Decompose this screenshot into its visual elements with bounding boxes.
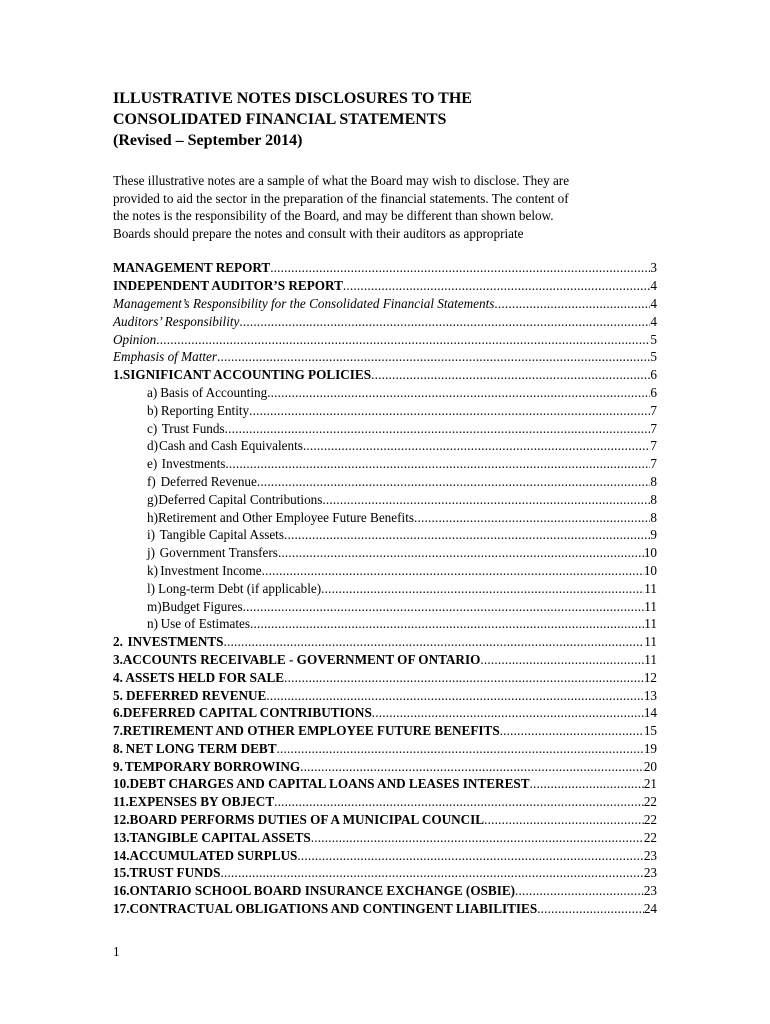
toc-entry-number: m)	[147, 598, 162, 614]
toc-entry-label: RETIREMENT AND OTHER EMPLOYEE FUTURE BENEFITS	[122, 723, 500, 739]
intro-line: the notes is the responsibility of the Board, and may be different than shown below.	[113, 208, 554, 224]
toc-entry[interactable]	[113, 563, 657, 581]
toc-entry-page: 7	[650, 402, 657, 418]
toc-entry-page: 10	[643, 545, 657, 561]
toc-entry-number: k)	[147, 562, 158, 578]
toc-entry[interactable]	[113, 794, 657, 812]
toc-dot-leader	[300, 759, 644, 775]
toc-entry-label: Deferred Revenue	[160, 473, 257, 489]
toc-entry-label: TEMPORARY BORROWING	[124, 758, 301, 774]
toc-dot-leader	[270, 260, 650, 276]
toc-dot-leader	[311, 830, 644, 846]
toc-entry-label: BOARD PERFORMS DUTIES OF A MUNICIPAL COUNCIL	[129, 812, 485, 828]
intro-line: These illustrative notes are a sample of what the Board may wish to disclose. They are	[113, 173, 570, 188]
toc-entry[interactable]	[113, 634, 657, 652]
toc-dot-leader	[537, 901, 644, 917]
toc-entry[interactable]	[113, 474, 657, 492]
toc-dot-leader	[372, 705, 644, 721]
intro-line: provided to aid the sector in the preparation of the financial statements. The content of	[113, 190, 569, 206]
toc-entry-label: MANAGEMENT REPORT	[113, 260, 271, 276]
toc-entry[interactable]	[113, 349, 657, 367]
toc-entry[interactable]	[113, 776, 657, 794]
toc-entry-number: b)	[147, 402, 158, 418]
title-line-1: ILLUSTRATIVE NOTES DISCLOSURES TO THE	[113, 90, 472, 107]
toc-entry-number: 3.	[113, 651, 123, 667]
toc-entry-page: 6	[650, 367, 657, 383]
toc-entry-page: 23	[643, 883, 657, 899]
toc-entry-number: i)	[147, 527, 156, 543]
toc-entry-number: 9.	[113, 758, 123, 774]
toc-entry-page: 15	[643, 723, 657, 739]
toc-entry-label: TANGIBLE CAPITAL ASSETS	[129, 829, 311, 845]
toc-dot-leader	[297, 848, 643, 864]
toc-entry-label: Auditors’ Responsibility	[113, 313, 240, 329]
toc-dot-leader	[284, 527, 650, 543]
toc-entry-number: c)	[147, 420, 158, 436]
toc-dot-leader	[243, 599, 645, 615]
toc-entry[interactable]	[113, 278, 657, 296]
toc-dot-leader	[224, 634, 645, 650]
toc-entry-label: Use of Estimates	[160, 616, 250, 632]
toc-entry-label: DEFERRED CAPITAL CONTRIBUTIONS	[122, 705, 372, 721]
toc-dot-leader	[277, 741, 644, 757]
toc-entry[interactable]	[113, 314, 657, 332]
toc-dot-leader	[414, 510, 650, 526]
toc-entry[interactable]	[113, 456, 657, 474]
toc-entry[interactable]	[113, 403, 657, 421]
toc-entry-number: n)	[147, 616, 158, 632]
table-of-contents	[113, 260, 657, 918]
toc-entry-label: TRUST FUNDS	[129, 865, 221, 881]
toc-entry-number: 4.	[113, 669, 123, 685]
toc-entry-number: 15.	[113, 865, 130, 881]
toc-entry[interactable]	[113, 421, 657, 439]
toc-entry-label: ACCOUNTS RECEIVABLE - GOVERNMENT OF ONTARIO	[122, 651, 481, 667]
toc-entry-page: 22	[643, 794, 657, 810]
toc-entry-page: 3	[650, 260, 657, 276]
toc-entry-number: g)	[147, 491, 158, 507]
toc-entry-label: Retirement and Other Employee Future Benefits	[158, 509, 414, 525]
toc-entry-page: 8	[650, 509, 657, 525]
toc-dot-leader	[371, 367, 650, 383]
toc-entry-page: 13	[643, 687, 657, 703]
toc-entry-number: h)	[147, 509, 158, 525]
toc-entry-label: NET LONG TERM DEBT	[125, 740, 277, 756]
toc-entry[interactable]	[113, 705, 657, 723]
toc-entry-number: 17.	[113, 901, 130, 917]
toc-entry-page: 12	[643, 669, 657, 685]
toc-entry-number: 6.	[113, 705, 123, 721]
toc-entry-page: 22	[643, 812, 657, 828]
toc-dot-leader	[484, 812, 644, 828]
toc-entry-page: 4	[650, 295, 657, 311]
toc-dot-leader	[220, 865, 643, 881]
toc-entry-label: CONTRACTUAL OBLIGATIONS AND CONTINGENT LIABILITIES	[129, 901, 538, 917]
toc-entry-label: Deferred Capital Contributions	[158, 491, 323, 507]
toc-entry-label: Investments	[161, 456, 226, 472]
toc-entry-number: 13.	[113, 829, 130, 845]
toc-entry[interactable]	[113, 812, 657, 830]
toc-entry-number: 11.	[113, 794, 129, 810]
toc-entry-number: 2.	[113, 634, 123, 650]
toc-entry-label: Long-term Debt (if applicable)	[158, 580, 322, 596]
toc-entry-label: ACCUMULATED SURPLUS	[129, 847, 298, 863]
toc-entry-page: 22	[643, 829, 657, 845]
toc-entry-label: DEFERRED REVENUE	[126, 687, 267, 703]
toc-entry[interactable]	[113, 385, 657, 403]
toc-entry[interactable]	[113, 599, 657, 617]
toc-entry[interactable]	[113, 527, 657, 545]
toc-dot-leader	[480, 652, 644, 668]
toc-entry-number: 14.	[113, 847, 130, 863]
document-page	[113, 88, 657, 919]
page-number: 1	[113, 944, 120, 959]
toc-entry-label: INVESTMENTS	[127, 634, 224, 650]
toc-entry[interactable]	[113, 438, 657, 456]
intro-line: Boards should prepare the notes and consult with their auditors as appropriate	[113, 225, 524, 241]
toc-dot-leader	[266, 688, 643, 704]
toc-entry[interactable]	[113, 332, 657, 350]
toc-dot-leader	[274, 794, 644, 810]
toc-entry-page: 21	[643, 776, 657, 792]
toc-entry-label: Emphasis of Matter	[113, 349, 218, 365]
toc-entry-page: 19	[643, 740, 657, 756]
toc-entry[interactable]	[113, 848, 657, 866]
toc-entry[interactable]	[113, 723, 657, 741]
toc-entry-label: EXPENSES BY OBJECT	[128, 794, 275, 810]
toc-entry-page: 11	[644, 651, 657, 667]
toc-entry-page: 5	[650, 331, 657, 347]
toc-dot-leader	[321, 581, 644, 597]
title-line-2: CONSOLIDATED FINANCIAL STATEMENTS	[113, 111, 447, 128]
toc-entry-label: Reporting Entity	[160, 402, 250, 418]
toc-entry-page: 20	[643, 758, 657, 774]
toc-dot-leader	[530, 776, 644, 792]
toc-entry-number: j)	[147, 545, 156, 561]
toc-entry[interactable]	[113, 545, 657, 563]
toc-dot-leader	[515, 883, 644, 899]
toc-dot-leader	[249, 403, 650, 419]
toc-entry-page: 11	[644, 634, 657, 650]
toc-entry[interactable]	[113, 688, 657, 706]
toc-entry[interactable]	[113, 741, 657, 759]
toc-entry-number: 12.	[113, 812, 130, 828]
toc-entry-page: 9	[650, 527, 657, 543]
toc-entry-page: 24	[643, 901, 657, 917]
toc-entry[interactable]	[113, 367, 657, 385]
toc-entry-number: 8.	[113, 740, 123, 756]
toc-entry-number: d)	[147, 438, 158, 454]
toc-entry[interactable]	[113, 901, 657, 919]
toc-entry-page: 10	[643, 562, 657, 578]
toc-entry[interactable]	[113, 830, 657, 848]
toc-dot-leader	[225, 421, 651, 437]
toc-entry-label: Basis of Accounting	[160, 384, 268, 400]
title-line-3: (Revised – September 2014)	[113, 132, 303, 149]
toc-entry-label: Tangible Capital Assets	[159, 527, 284, 543]
toc-dot-leader	[322, 492, 650, 508]
toc-entry-number: e)	[147, 456, 158, 472]
toc-entry[interactable]	[113, 865, 657, 883]
toc-entry-page: 4	[650, 278, 657, 294]
toc-dot-leader	[284, 670, 644, 686]
toc-entry-page: 6	[650, 384, 657, 400]
toc-dot-leader	[257, 474, 651, 490]
toc-entry[interactable]	[113, 581, 657, 599]
toc-entry-label: ONTARIO SCHOOL BOARD INSURANCE EXCHANGE (OSBIE)	[129, 883, 516, 899]
toc-entry-page: 11	[644, 580, 657, 596]
toc-entry-label: Budget Figures	[161, 598, 243, 614]
toc-dot-leader	[343, 278, 651, 294]
toc-dot-leader	[239, 314, 650, 330]
toc-dot-leader	[500, 723, 644, 739]
toc-entry[interactable]	[113, 492, 657, 510]
toc-entry-label: Management’s Responsibility for the Consolidated Financial Statements	[113, 295, 495, 311]
toc-entry[interactable]	[113, 652, 657, 670]
toc-entry-page: 7	[650, 420, 657, 436]
toc-entry-number: l)	[147, 580, 156, 596]
toc-dot-leader	[494, 296, 650, 312]
toc-dot-leader	[217, 349, 650, 365]
toc-entry[interactable]	[113, 510, 657, 528]
toc-dot-leader	[250, 616, 644, 632]
toc-entry-number: 7.	[113, 723, 123, 739]
toc-entry-number: 1.	[113, 367, 123, 383]
toc-entry[interactable]	[113, 616, 657, 634]
toc-entry-page: 4	[650, 313, 657, 329]
toc-entry[interactable]	[113, 759, 657, 777]
toc-dot-leader	[262, 563, 644, 579]
toc-entry-page: 23	[643, 865, 657, 881]
toc-entry-label: Trust Funds	[161, 420, 225, 436]
toc-entry-page: 5	[650, 349, 657, 365]
toc-entry-page: 7	[650, 456, 657, 472]
toc-entry-page: 14	[643, 705, 657, 721]
toc-entry-number: 16.	[113, 883, 130, 899]
toc-entry-label: Government Transfers	[159, 545, 278, 561]
toc-dot-leader	[267, 385, 650, 401]
toc-entry-page: 8	[650, 491, 657, 507]
toc-entry-number: a)	[147, 384, 158, 400]
toc-entry[interactable]	[113, 883, 657, 901]
toc-entry-label: SIGNIFICANT ACCOUNTING POLICIES	[122, 367, 372, 383]
toc-entry-label: Investment Income	[160, 562, 262, 578]
toc-entry-page: 11	[644, 616, 657, 632]
toc-entry[interactable]	[113, 670, 657, 688]
toc-entry-number: 10.	[113, 776, 130, 792]
toc-entry-page: 7	[650, 438, 657, 454]
toc-entry-page: 8	[650, 473, 657, 489]
toc-dot-leader	[278, 545, 644, 561]
toc-entry-label: INDEPENDENT AUDITOR’S REPORT	[113, 278, 343, 294]
toc-entry-number: 5.	[113, 687, 123, 703]
toc-entry[interactable]	[113, 296, 657, 314]
toc-entry-number: f)	[147, 473, 156, 489]
toc-entry[interactable]	[113, 260, 657, 278]
toc-entry-page: 23	[643, 847, 657, 863]
toc-dot-leader	[156, 332, 650, 348]
toc-entry-label: Opinion	[113, 331, 157, 347]
toc-entry-label: Cash and Cash Equivalents	[158, 438, 303, 454]
toc-entry-page: 11	[644, 598, 657, 614]
toc-dot-leader	[225, 456, 650, 472]
document-title	[113, 88, 657, 151]
intro-paragraph	[113, 172, 657, 242]
toc-dot-leader	[303, 438, 650, 454]
toc-entry-label: ASSETS HELD FOR SALE	[125, 669, 285, 685]
toc-entry-label: DEBT CHARGES AND CAPITAL LOANS AND LEASES INTEREST	[129, 776, 530, 792]
